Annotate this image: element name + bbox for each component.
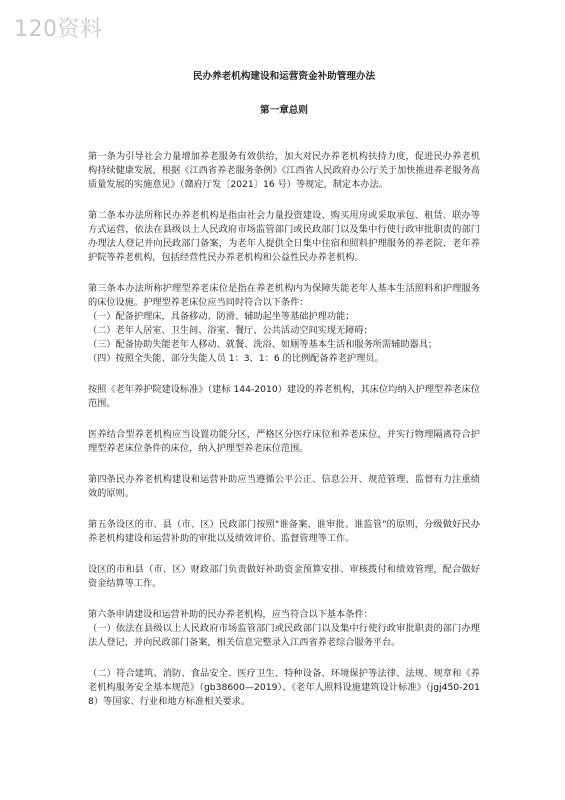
paragraph-nursing-standard: 按照《老年养护院建设标准》（建标 144-2010）建设的养老机构，其床位均纳入护理型养老床位范围。 xyxy=(88,384,480,409)
condition-6-item-1: （一）依法在县级以上人民政府市场监管部门或民政部门以及集中行使行政审批职责的部门办理法人登记，并向民政部门备案，相关信息完整录入江西省养老综合服务平台。 xyxy=(88,623,480,648)
article-6-block xyxy=(88,608,480,650)
condition-item-3: （三）配备协助失能老年人移动、就餐、洗浴、如厕等基本生活和服务所需辅助器具； xyxy=(88,339,438,350)
paragraph-medical-care: 医养结合型养老机构应当设置功能分区，严格区分医疗床位和养老床位，并实行物理隔离符合护理型养老床位条件的床位，纳入护理型养老床位范围。 xyxy=(88,429,480,454)
document-title: 民办养老机构建设和运营资金补助管理办法 xyxy=(192,71,376,82)
condition-6-item-2: （二）符合建筑、消防、食品安全、医疗卫生、特种设备、环境保护等法律、法规、规章和《养老机构服务安全基本规范》（gb38600—2019）、《老年人照料设施建筑设计标准》（jgj450-2018）等国家、行业和地方标准相关要求。 xyxy=(88,668,480,707)
condition-item-1: （一）配备护理床，具备移动、防滑、辅助起坐等基础护理功能； xyxy=(88,311,355,322)
paragraph-article-6: 第六条申请建设和运营补助的民办养老机构，应当符合以下基本条件： xyxy=(88,609,373,620)
article-3-block xyxy=(88,282,480,366)
chapter-title: 第一章总则 xyxy=(260,105,308,116)
condition-item-2: （二）老年人居室、卫生间、浴室、餐厅、公共活动空间实现无障碍； xyxy=(88,325,373,336)
paragraph-article-3: 第三条本办法所称护理型养老床位是指在养老机构内为保障失能老年人基本生活照料和护理服务的床位设施。护理型养老床位应当同时符合以下条件： xyxy=(88,283,480,308)
paragraph-article-1: 第一条为引导社会力量增加养老服务有效供给，加大对民办养老机构扶持力度，促进民办养老机构持续健康发展，根据《江西省养老服务条例》《江西省人民政府办公厅关于加快推进养老服务高质量发展的实施意见》（赣府厅发〔2021〕16 号）等规定，制定本办法。 xyxy=(88,151,480,190)
paragraph-finance-dept: 设区的市和县（市、区）财政部门负责做好补助资金预算安排、审核拨付和绩效管理，配合做好资金结算等工作。 xyxy=(88,564,480,589)
condition-item-4: （四）按照全失能、部分失能人员 1：3、1：6 的比例配备养老护理员。 xyxy=(88,353,384,364)
paragraph-article-2: 第二条本办法所称民办养老机构是指由社会力量投资建设、购买用房或采取承包、租赁、联办等方式运营，依法在县级以上人民政府市场监管部门或民政部门以及集中行使行政审批职责的部门办理法人登记并向民政部门备案，为老年人提供全日集中住宿和照料护理服务的养老院、老年养护院等养老机构，包括经营性民办养老机构和公益性民办养老机构。 xyxy=(88,210,480,263)
paragraph-article-5: 第五条设区的市、县（市、区）民政部门按照"谁备案、谁审批、谁监管"的原则，分级做好民办养老机构建设和运营补助的审批以及绩效评价、监督管理等工作。 xyxy=(88,519,480,544)
paragraph-article-4: 第四条民办养老机构建设和运营补助应当遵循公平公正、信息公开、规范管理、监督有力注重绩效的原则。 xyxy=(88,474,480,499)
watermark-logo: 120资料 xyxy=(14,17,103,42)
document-page xyxy=(88,70,480,726)
